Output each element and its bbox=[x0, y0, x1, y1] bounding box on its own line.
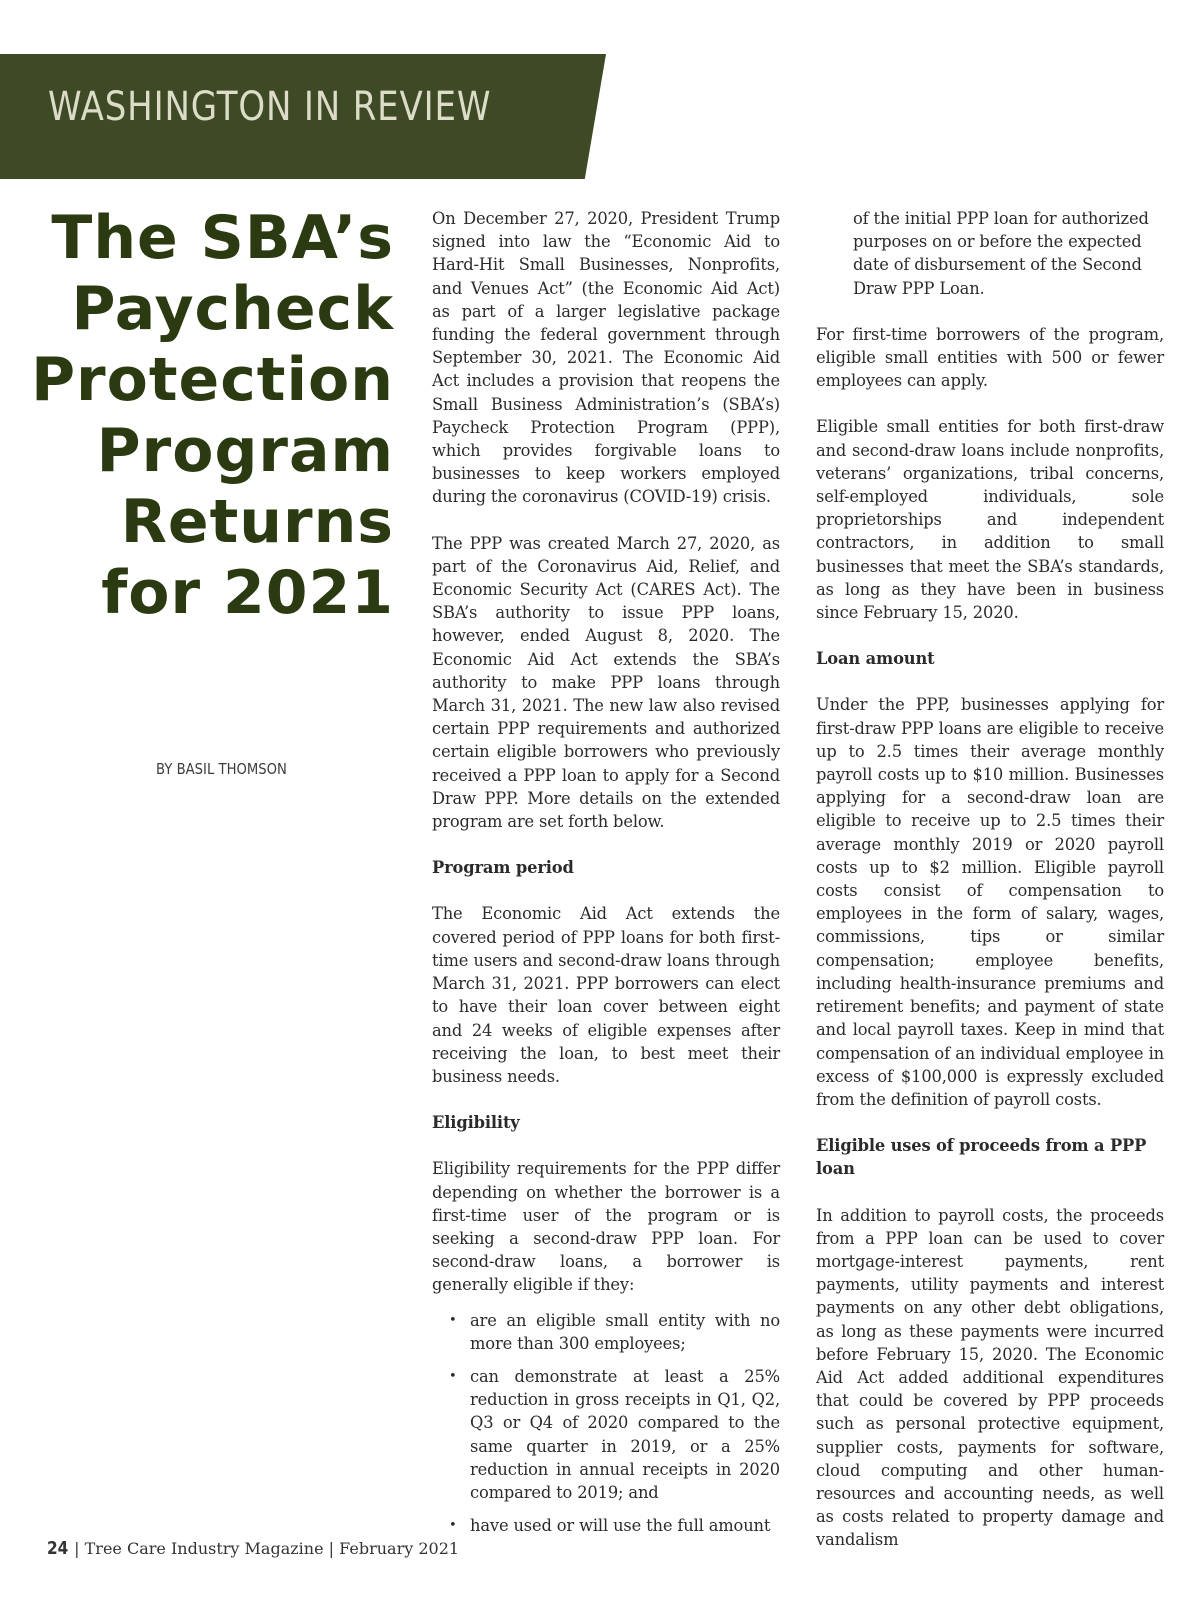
title-line: for 2021 bbox=[101, 558, 394, 628]
article-column-2 bbox=[816, 207, 1164, 1575]
paragraph: The Economic Aid Act extends the covered period of PPP loans for both first-time users and second-draw loans through March 31, 2021. PPP borrowers can elect to have their loan cover between eight and 24 weeks of eligible expenses after receiving the loan, to best meet their business needs. bbox=[432, 904, 780, 1086]
paragraph: Eligible small entities for both first-draw and second-draw loans include nonprofits, veterans’ organizations, tribal concerns, self-employed individuals, sole proprietorships and independent contractors, in addition to small businesses that meet the SBA’s standards, as long as they have been in business since February 15, 2020. bbox=[816, 417, 1164, 623]
subheading-eligibility: Eligibility bbox=[432, 1113, 520, 1133]
author-byline: BY BASIL THOMSON bbox=[156, 760, 287, 778]
article-column-1 bbox=[432, 207, 780, 1547]
eligibility-list bbox=[432, 1309, 780, 1538]
title-line: Paycheck bbox=[71, 274, 394, 344]
paragraph: Under the PPP, businesses applying for first-draw PPP loans are eligible to receive up to 2.5 times their average monthly payroll costs up to $10 million. Businesses applying for a second-draw loan are eligible to receive up to 2.5 times their average monthly 2019 or 2020 payroll costs up to $2 million. Eligible payroll costs consist of compensation to employees in the form of salary, wages, commissions, tips or similar compensation; employee benefits, including health-insurance premiums and retirement benefits; and payment of state and local payroll taxes. Keep in mind that compensation of an individual employee in excess of $100,000 is expressly excluded from the definition of payroll costs. bbox=[816, 695, 1164, 1109]
paragraph: The PPP was created March 27, 2020, as part of the Coronavirus Aid, Relief, and Economic Security Act (CARES Act). The SBA’s authority to issue PPP loans, however, ended August 8, 2020. The Economic Aid Act extends the SBA’s authority to make PPP loans through March 31, 2021. The new law also revised certain PPP requirements and authorized certain eligible borrowers who previously received a PPP loan to apply for a Second Draw PPP. More details on the extended program are set forth below. bbox=[432, 533, 780, 832]
paragraph: On December 27, 2020, President Trump signed into law the “Economic Aid to Hard-Hit Small Businesses, Nonprofits, and Venues Act” (the Economic Aid Act) as part of a larger legislative package funding the federal government through September 30, 2021. The Economic Aid Act includes a provision that reopens the Small Business Administration’s (SBA’s) Paycheck Protection Program (PPP), which provides forgivable loans to businesses to keep workers employed during the coronavirus (COVID-19) crisis. bbox=[432, 209, 780, 507]
publication-info: | Tree Care Industry Magazine | February 2021 bbox=[74, 1539, 460, 1558]
title-line: Protection bbox=[31, 345, 394, 415]
list-item-continuation: of the initial PPP loan for authorized purposes on or before the expected date of disbursement of the Second Draw PPP Loan. bbox=[853, 209, 1149, 298]
title-line: The SBA’s bbox=[51, 203, 394, 273]
subheading-program-period: Program period bbox=[432, 858, 574, 878]
section-banner-label: WASHINGTON IN REVIEW bbox=[48, 84, 492, 130]
subheading-loan-amount: Loan amount bbox=[816, 649, 935, 669]
title-line: Program bbox=[96, 416, 394, 486]
paragraph: Eligibility requirements for the PPP differ depending on whether the borrower is a first-time user of the program or is seeking a second-draw PPP loan. For second-draw loans, a borrower is generally eligible if they: bbox=[432, 1159, 780, 1295]
title-line: Returns bbox=[120, 487, 394, 557]
page-footer bbox=[47, 1538, 459, 1559]
page-number: 24 bbox=[47, 1538, 69, 1559]
list-item: • are an eligible small entity with no more than 300 employees; bbox=[470, 1309, 780, 1355]
list-item: • can demonstrate at least a 25% reduction in gross receipts in Q1, Q2, Q3 or Q4 of 2020 compared to the same quarter in 2019, or a 25% reduction in annual receipts in 2020 compared to 2019; and bbox=[470, 1365, 780, 1504]
subheading-eligible-uses: Eligible uses of proceeds from a PPP loan bbox=[816, 1136, 1147, 1179]
article-title bbox=[14, 203, 394, 629]
paragraph: For first-time borrowers of the program, eligible small entities with 500 or fewer employees can apply. bbox=[816, 324, 1164, 391]
list-item: • have used or will use the full amount bbox=[470, 1514, 780, 1537]
paragraph: In addition to payroll costs, the proceeds from a PPP loan can be used to cover mortgage-interest payments, rent payments, utility payments and interest payments on any other debt obligations, as long as these payments were incurred before February 15, 2020. The Economic Aid Act added additional expenditures that could be covered by PPP proceeds such as personal protective equipment, supplier costs, payments for software, cloud computing and other human-resources and accounting needs, as well as costs related to property damage and vandalism bbox=[816, 1205, 1164, 1550]
